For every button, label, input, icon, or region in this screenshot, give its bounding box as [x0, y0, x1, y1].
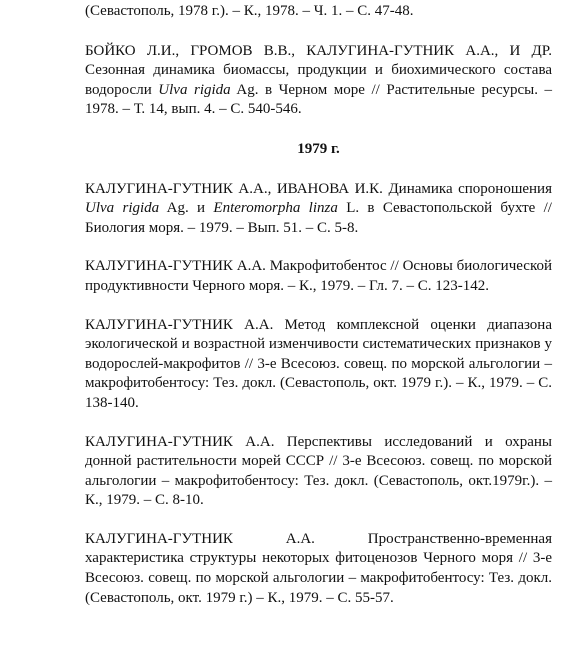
year-heading: 1979 г.	[297, 140, 340, 157]
bib-entry-prostranstvenno: КАЛУГИНА-ГУТНИК А.А. Пространственно-временная характеристика структуры некоторых фитоценозов Черного моря // 3-е Всесоюз. совещ. по морской альгологии – макрофитобентосу: Тез. докл. (Севастополь, окт. 1979 г.) – К., 1979. – С. 55-57.	[85, 530, 552, 606]
entry-authors: КАЛУГИНА-ГУТНИК А.А., ИВАНОВА И.К.	[85, 180, 383, 197]
entry-text: L. в Севастопольской бухте // Биология моря. – 1979. – Вып. 51. – С. 5-8.	[85, 200, 552, 236]
species-name: Ulva rigida	[158, 81, 231, 98]
bib-entry-makrofitobentos: КАЛУГИНА-ГУТНИК А.А. Макрофитобентос // Основы биологической продуктивности Черного моря. – К., 1979. – Гл. 7. – С. 123-142.	[85, 258, 552, 294]
entry-text: Ag. и	[166, 200, 206, 217]
entry-text: Динамика спороношения	[388, 180, 552, 197]
document-page	[85, 2, 552, 608]
entry-text: Сезонная динамика биомассы, продукции и биохимического состава водоросли	[85, 62, 552, 98]
bib-entry-kalugina-ivanova	[85, 180, 552, 239]
entry-authors: БОЙКО Л.И., ГРОМОВ В.В., КАЛУГИНА-ГУТНИК А.А., И ДР.	[85, 42, 552, 59]
entry-text: Ag. в Черном море // Растительные ресурсы. – 1978. – Т. 14, вып. 4. – С. 540-546.	[85, 81, 552, 118]
continuation-text: (Севастополь, 1978 г.). – К., 1978. – Ч. 1. – С. 47-48.	[85, 3, 414, 19]
species-name: Enteromorpha linza	[213, 200, 338, 217]
bib-entry-perspektivy: КАЛУГИНА-ГУТНИК А.А. Перспективы исследований и охраны донной растительности морей СССР // 3-е Всесоюз. совещ. по морской альгологии – макрофитобентосу: Тез. докл. (Севастополь, окт.1979г.). – К., 1979. – С. 8-10.	[85, 433, 552, 509]
bib-entry-metod: КАЛУГИНА-ГУТНИК А.А. Метод комплексной оценки диапазона экологической и возрастной изменчивости систематических признаков у водорослей-макрофитов // 3-е Всесоюз. совещ. по морской альгологии – макрофитобентосу: Тез. докл. (Севастополь, окт. 1979 г.). – К., 1979. – С. 138-140.	[85, 316, 552, 411]
species-name: Ulva rigida	[85, 200, 160, 217]
bib-entry-boyko	[85, 42, 552, 120]
